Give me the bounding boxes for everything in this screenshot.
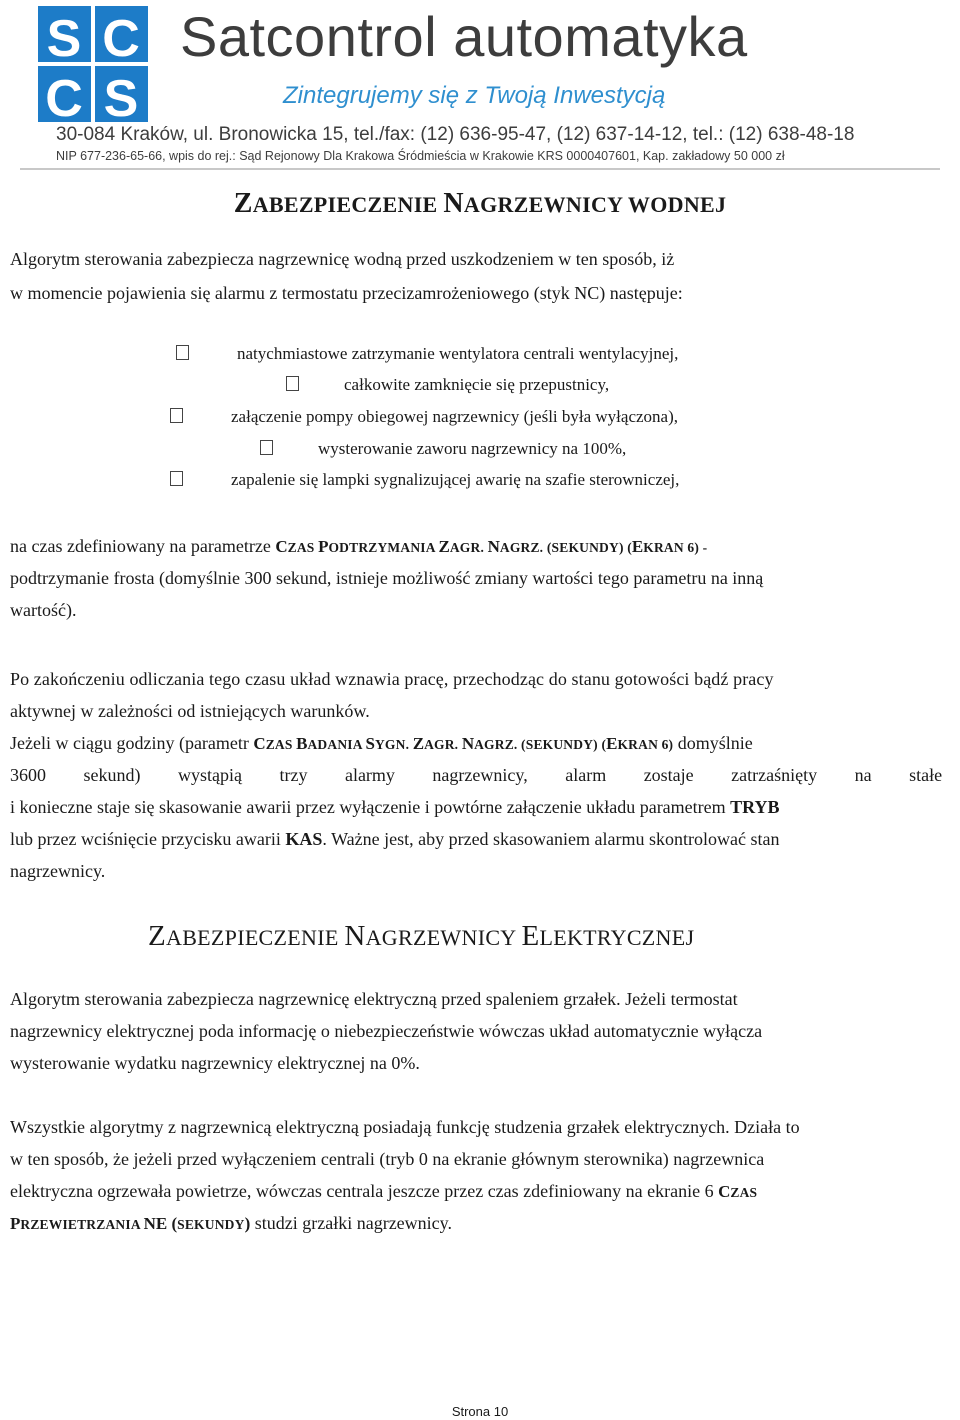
checkbox-icon: [260, 440, 273, 455]
resume-paragraph-line-1: Po zakończeniu odliczania tego czasu układ wznawia pracę, przechodząc do stanu gotowości bądź pracy: [10, 669, 774, 689]
alarm-paragraph-line-5: nagrzewnicy.: [10, 861, 106, 881]
hold-time-paragraph-line-3: wartość).: [10, 600, 77, 620]
electric-protection-line-2: nagrzewnicy elektrycznej poda informację o niebezpieczeństwie wówczas układ automatycznie wyłącza: [10, 1021, 763, 1041]
electric-protection-line-3: wysterowanie wydatku nagrzewnicy elektrycznej na 0%.: [10, 1053, 420, 1073]
checkbox-icon: [286, 376, 299, 391]
company-address: 30-084 Kraków, ul. Bronowicka 15, tel./fax: (12) 636-95-47, (12) 637-14-12, tel.: (12) 638-48-18: [56, 124, 855, 145]
checkbox-icon: [170, 408, 183, 423]
company-slogan: Zintegrujemy się z Twoją Inwestycją: [283, 82, 666, 109]
alarm-paragraph-line-2: 3600 sekund) wystąpią trzy alarmy nagrzewnicy, alarm zostaje zatrzaśnięty na stałe: [10, 765, 943, 785]
hold-time-paragraph-line-2: podtrzymanie frosta (domyślnie 300 sekund, istnieje możliwość zmiany wartości tego parametru na inną: [10, 568, 764, 588]
company-name: Satcontrol automatyka: [180, 5, 748, 68]
company-register: NIP 677-236-65-66, wpis do rej.: Sąd Rejonowy Dla Krakowa Śródmieścia w Krakowie KRS 0000407601, Kap. zakładowy 50 000 zł: [56, 149, 785, 163]
header-divider: [20, 168, 940, 170]
electric-protection-line-1: Algorytm sterowania zabezpiecza nagrzewnicę elektryczną przed spaleniem grzałek. Jeżeli termostat: [10, 989, 738, 1009]
section-title-water-heater: ZABEZPIECZENIE NAGRZEWNICY WODNEJ: [233, 188, 727, 219]
checkbox-icon: [176, 345, 189, 360]
bullet-item: wysterowanie zaworu nagrzewnicy na 100%,: [260, 437, 626, 461]
bullet-item: załączenie pompy obiegowej nagrzewnicy (jeśli była wyłączona),: [170, 405, 678, 429]
bullet-item: całkowite zamknięcie się przepustnicy,: [286, 373, 609, 397]
alarm-paragraph-line-1: Jeżeli w ciągu godziny (parametr CZAS BADANIA SYGN. ZAGR. NAGRZ. (SEKUNDY) (EKRAN 6) domyślnie: [10, 733, 753, 753]
section-title-electric-heater: ZABEZPIECZENIE NAGRZEWNICY ELEKTRYCZNEJ: [148, 920, 695, 952]
hold-time-paragraph-line-1: na czas zdefiniowany na parametrze CZAS PODTRZYMANIA ZAGR. NAGRZ. (SEKUNDY) (EKRAN 6) -: [10, 536, 708, 556]
resume-paragraph-line-2: aktywnej w zależności od istniejących warunków.: [10, 701, 370, 721]
cooling-paragraph-line-1: Wszystkie algorytmy z nagrzewnicą elektryczną posiadają funkcję studzenia grzałek elektrycznych. Działa to: [10, 1117, 800, 1137]
svg-text:C: C: [102, 10, 140, 68]
bullet-item: zapalenie się lampki sygnalizującej awarię na szafie sterowniczej,: [170, 468, 679, 492]
company-logo: [38, 6, 148, 122]
alarm-paragraph-line-3: i konieczne staje się skasowanie awarii przez wyłączenie i powtórne załączenie układu parametrem TRYB: [10, 797, 780, 817]
page-number: Strona 10: [451, 1404, 509, 1419]
cooling-paragraph-line-4: PRZEWIETRZANIA NE (SEKUNDY) studzi grzałki nagrzewnicy.: [10, 1213, 452, 1233]
cooling-paragraph-line-2: w ten sposób, że jeżeli przed wyłączeniem centrali (tryb 0 na ekranie głównym sterownika) nagrzewnica: [10, 1149, 765, 1169]
bullet-item: natychmiastowe zatrzymanie wentylatora centrali wentylacyjnej,: [176, 342, 678, 366]
svg-text:C: C: [45, 70, 83, 122]
svg-text:S: S: [103, 70, 139, 122]
intro-line-1: Algorytm sterowania zabezpiecza nagrzewnicę wodną przed uszkodzeniem w ten sposób, iż: [10, 249, 675, 269]
alarm-paragraph-line-4: lub przez wciśnięcie przycisku awarii KAS. Ważne jest, aby przed skasowaniem alarmu skontrolować stan: [10, 829, 780, 849]
cooling-paragraph-line-3: elektryczna ogrzewała powietrze, wówczas centrala jeszcze przez czas zdefiniowany na ekranie 6 CZAS: [10, 1181, 758, 1201]
intro-line-2: w momencie pojawienia się alarmu z termostatu przecizamrożeniowego (styk NC) następuje:: [10, 283, 683, 303]
checkbox-icon: [170, 471, 183, 486]
svg-text:S: S: [46, 10, 82, 68]
